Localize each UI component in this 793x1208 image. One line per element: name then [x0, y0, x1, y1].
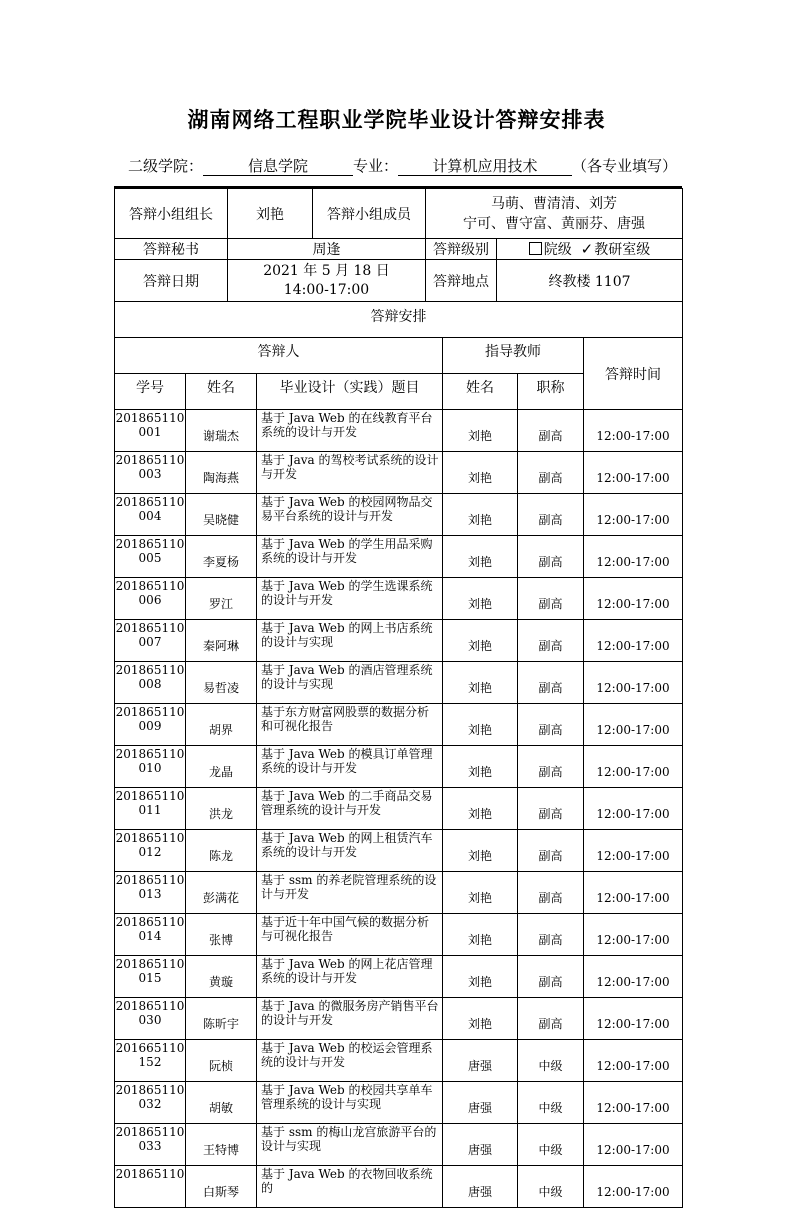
- advisor-name: 刘艳: [443, 998, 518, 1040]
- defense-time: 12:00-17:00: [584, 956, 683, 998]
- student-id-cell: [115, 1124, 186, 1166]
- thesis-topic: 基于 Java Web 的校园网物品交易平台系统的设计与开发: [257, 494, 443, 536]
- place-label: 答辩地点: [426, 260, 497, 302]
- leader-value: 刘艳: [228, 189, 313, 239]
- date-label: 答辩日期: [115, 260, 228, 302]
- advisor-title: 副高: [518, 452, 584, 494]
- thesis-topic: 基于 Java Web 的网上租赁汽车系统的设计与开发: [257, 830, 443, 872]
- student-name: 陶海燕: [186, 452, 257, 494]
- student-name: 吴晓健: [186, 494, 257, 536]
- defense-time: 12:00-17:00: [584, 620, 683, 662]
- student-name: 白斯琴: [186, 1166, 257, 1208]
- advisor-name: 刘艳: [443, 536, 518, 578]
- advisor-title: 副高: [518, 998, 584, 1040]
- advisor-name: 刘艳: [443, 410, 518, 452]
- student-name: 胡敏: [186, 1082, 257, 1124]
- student-id-cell: [115, 1166, 186, 1208]
- defense-time: 12:00-17:00: [584, 494, 683, 536]
- level-label: 答辩级别: [426, 239, 497, 260]
- advisor-name: 刘艳: [443, 578, 518, 620]
- table-row: [115, 914, 683, 956]
- student-name: 龙晶: [186, 746, 257, 788]
- student-id-line-1: 201865110: [115, 579, 185, 593]
- defense-time: 12:00-17:00: [584, 704, 683, 746]
- student-name: 易哲凌: [186, 662, 257, 704]
- secretary-label: 答辩秘书: [115, 239, 228, 260]
- thesis-topic: 基于 ssm 的养老院管理系统的设计与开发: [257, 872, 443, 914]
- page-title: 湖南网络工程职业学院毕业设计答辩安排表: [187, 108, 606, 132]
- student-id-line-1: 201865110: [115, 957, 185, 971]
- student-id-line-1: 201865110: [115, 495, 185, 509]
- student-id-cell: [115, 494, 186, 536]
- thesis-topic: 基于 ssm 的梅山龙宫旅游平台的设计与实现: [257, 1124, 443, 1166]
- defense-time: 12:00-17:00: [584, 872, 683, 914]
- advisor-title: 副高: [518, 578, 584, 620]
- defense-time: 12:00-17:00: [584, 788, 683, 830]
- defense-time: 12:00-17:00: [584, 1040, 683, 1082]
- advisor-name: 刘艳: [443, 872, 518, 914]
- leader-label: 答辩小组组长: [115, 189, 228, 239]
- header-topic: 毕业设计（实践）题目: [257, 374, 443, 410]
- student-id-line-2: 009: [138, 719, 162, 733]
- schedule-table: [114, 301, 683, 1208]
- defense-time: 12:00-17:00: [584, 452, 683, 494]
- student-name: 陈龙: [186, 830, 257, 872]
- subheader-note: （各专业填写）: [572, 157, 678, 175]
- defense-time: 12:00-17:00: [584, 662, 683, 704]
- student-name: 谢瑞杰: [186, 410, 257, 452]
- student-id-line-2: 015: [138, 971, 162, 985]
- student-id-line-2: 014: [138, 929, 162, 943]
- student-id-cell: [115, 956, 186, 998]
- advisor-title: 副高: [518, 704, 584, 746]
- student-name: 张博: [186, 914, 257, 956]
- student-id-line-2: 030: [138, 1013, 162, 1027]
- student-id-line-1: 201865110: [115, 537, 185, 551]
- student-id-line-2: 010: [138, 761, 162, 775]
- date-line-1: 2021 年 5 月 18 日: [263, 262, 390, 279]
- checkbox-unchecked-icon: [529, 242, 542, 255]
- student-id-cell: [115, 914, 186, 956]
- student-id-line-1: 201865110: [115, 663, 185, 677]
- student-id-cell: [115, 1040, 186, 1082]
- student-name: 阮桢: [186, 1040, 257, 1082]
- table-row: [115, 578, 683, 620]
- advisor-name: 唐强: [443, 1040, 518, 1082]
- defense-time: 12:00-17:00: [584, 746, 683, 788]
- table-row: [115, 788, 683, 830]
- student-id-line-1: 201865110: [115, 789, 185, 803]
- student-id-line-2: 006: [138, 593, 162, 607]
- advisor-title: 副高: [518, 746, 584, 788]
- student-id-line-1: 201865110: [115, 1083, 185, 1097]
- student-id-line-2: 003: [138, 467, 162, 481]
- advisor-title: 副高: [518, 620, 584, 662]
- thesis-topic: 基于 Java Web 的校运会管理系统的设计与开发: [257, 1040, 443, 1082]
- table-row: [115, 746, 683, 788]
- advisor-title: 中级: [518, 1124, 584, 1166]
- advisor-name: 刘艳: [443, 914, 518, 956]
- advisor-title: 副高: [518, 956, 584, 998]
- header-respondent: 答辩人: [115, 338, 443, 374]
- thesis-topic: 基于 Java Web 的酒店管理系统的设计与实现: [257, 662, 443, 704]
- student-id-cell: [115, 746, 186, 788]
- student-id-line-2: 007: [138, 635, 162, 649]
- advisor-title: 副高: [518, 410, 584, 452]
- student-id-cell: [115, 620, 186, 662]
- thesis-topic: 基于 Java 的微服务房产销售平台的设计与开发: [257, 998, 443, 1040]
- thesis-topic: 基于 Java Web 的衣物回收系统的: [257, 1166, 443, 1208]
- student-id-line-2: 008: [138, 677, 162, 691]
- table-row: [115, 830, 683, 872]
- table-row: [115, 1124, 683, 1166]
- thesis-topic: 基于 Java Web 的二手商品交易管理系统的设计与开发: [257, 788, 443, 830]
- level-options: [497, 239, 683, 260]
- advisor-name: 刘艳: [443, 956, 518, 998]
- student-id-line-2: 005: [138, 551, 162, 565]
- advisor-title: 副高: [518, 914, 584, 956]
- arrangement-label: 答辩安排: [115, 302, 683, 338]
- arrangement-form: [114, 186, 682, 1208]
- student-id-line-2: 013: [138, 887, 162, 901]
- advisor-title: 副高: [518, 662, 584, 704]
- advisor-name: 刘艳: [443, 788, 518, 830]
- defense-time: 12:00-17:00: [584, 1166, 683, 1208]
- student-id-line-2: 033: [138, 1139, 162, 1153]
- defense-time: 12:00-17:00: [584, 914, 683, 956]
- student-id-line-1: 201865110: [115, 453, 185, 467]
- table-row: [115, 536, 683, 578]
- table-row: [115, 1040, 683, 1082]
- advisor-name: 刘艳: [443, 620, 518, 662]
- defense-time: 12:00-17:00: [584, 578, 683, 620]
- student-id-cell: [115, 704, 186, 746]
- table-row: [115, 452, 683, 494]
- student-name: 胡界: [186, 704, 257, 746]
- subheader: [128, 155, 677, 176]
- advisor-name: 刘艳: [443, 494, 518, 536]
- advisor-title: 副高: [518, 494, 584, 536]
- members-line-2: 宁可、曹守富、黄丽芬、唐强: [463, 215, 645, 232]
- table-row: [115, 1166, 683, 1208]
- advisor-name: 唐强: [443, 1082, 518, 1124]
- student-name: 黄璇: [186, 956, 257, 998]
- thesis-topic: 基于 Java 的驾校考试系统的设计与开发: [257, 452, 443, 494]
- student-id-cell: [115, 536, 186, 578]
- members-label: 答辩小组成员: [313, 189, 426, 239]
- info-table: [114, 188, 683, 302]
- table-row: [115, 1082, 683, 1124]
- advisor-title: 副高: [518, 536, 584, 578]
- student-id-line-2: 152: [138, 1055, 162, 1069]
- members-value: [426, 189, 683, 239]
- header-advisor-name: 姓名: [443, 374, 518, 410]
- advisor-name: 刘艳: [443, 704, 518, 746]
- student-id-line-2: 001: [138, 425, 162, 439]
- student-name: 罗江: [186, 578, 257, 620]
- student-id-cell: [115, 998, 186, 1040]
- header-advisor: 指导教师: [443, 338, 584, 374]
- thesis-topic: 基于近十年中国气候的数据分析与可视化报告: [257, 914, 443, 956]
- student-id-line-1: 201865110: [115, 873, 185, 887]
- defense-time: 12:00-17:00: [584, 1124, 683, 1166]
- student-id-line-1: 201865110: [115, 999, 185, 1013]
- defense-time: 12:00-17:00: [584, 998, 683, 1040]
- date-value: [228, 260, 426, 302]
- table-row: [115, 494, 683, 536]
- thesis-topic: 基于 Java Web 的学生用品采购系统的设计与开发: [257, 536, 443, 578]
- defense-time: 12:00-17:00: [584, 410, 683, 452]
- student-id-line-1: 201865110: [115, 705, 185, 719]
- student-id-line-1: 201865110: [115, 621, 185, 635]
- major-label: 专业：: [353, 157, 399, 175]
- student-id-cell: [115, 662, 186, 704]
- student-id-line-1: 201865110: [115, 1125, 185, 1139]
- table-row: [115, 410, 683, 452]
- student-id-line-1: 201865110: [115, 831, 185, 845]
- defense-time: 12:00-17:00: [584, 1082, 683, 1124]
- thesis-topic: 基于 Java Web 的学生选课系统的设计与开发: [257, 578, 443, 620]
- table-row: [115, 998, 683, 1040]
- student-id-cell: [115, 1082, 186, 1124]
- thesis-topic: 基于 Java Web 的校园共享单车管理系统的设计与实现: [257, 1082, 443, 1124]
- advisor-name: 唐强: [443, 1124, 518, 1166]
- table-row: [115, 662, 683, 704]
- thesis-topic: 基于 Java Web 的网上花店管理系统的设计与开发: [257, 956, 443, 998]
- level-option-college: 院级: [543, 242, 572, 258]
- thesis-topic: 基于 Java Web 的模具订单管理系统的设计与开发: [257, 746, 443, 788]
- student-id-line-2: 011: [138, 803, 162, 817]
- date-line-2: 14:00-17:00: [283, 281, 370, 298]
- header-name: 姓名: [186, 374, 257, 410]
- table-row: [115, 872, 683, 914]
- checkmark-icon: ✓: [580, 240, 594, 258]
- student-name: 秦阿琳: [186, 620, 257, 662]
- advisor-title: 中级: [518, 1082, 584, 1124]
- advisor-title: 中级: [518, 1166, 584, 1208]
- student-id-cell: [115, 452, 186, 494]
- college-label: 二级学院：: [128, 157, 204, 175]
- defense-time: 12:00-17:00: [584, 830, 683, 872]
- student-name: 李夏杨: [186, 536, 257, 578]
- header-student-id: 学号: [115, 374, 186, 410]
- student-id-line-1: 201865110: [115, 915, 185, 929]
- advisor-name: 刘艳: [443, 746, 518, 788]
- place-value: 终教楼 1107: [497, 260, 683, 302]
- thesis-topic: 基于东方财富网股票的数据分析和可视化报告: [257, 704, 443, 746]
- header-time: 答辩时间: [584, 338, 683, 410]
- table-row: [115, 956, 683, 998]
- student-name: 王特博: [186, 1124, 257, 1166]
- advisor-title: 中级: [518, 1040, 584, 1082]
- secretary-value: 周逢: [228, 239, 426, 260]
- student-id-cell: [115, 830, 186, 872]
- header-advisor-title: 职称: [518, 374, 584, 410]
- advisor-name: 刘艳: [443, 662, 518, 704]
- members-line-1: 马萌、曹清清、刘芳: [491, 195, 617, 212]
- student-id-line-1: 201865110: [115, 747, 185, 761]
- level-option-department: 教研室级: [594, 242, 651, 258]
- student-name: 洪龙: [186, 788, 257, 830]
- student-id-cell: [115, 788, 186, 830]
- defense-time: 12:00-17:00: [584, 536, 683, 578]
- student-id-line-2: 004: [138, 509, 162, 523]
- table-row: [115, 704, 683, 746]
- student-id-line-1: 201865110: [115, 1167, 185, 1181]
- student-id-cell: [115, 410, 186, 452]
- college-value: 信息学院: [203, 158, 353, 176]
- student-id-cell: [115, 872, 186, 914]
- student-name: 陈昕宇: [186, 998, 257, 1040]
- major-value: 计算机应用技术: [398, 158, 572, 176]
- advisor-name: 刘艳: [443, 830, 518, 872]
- student-name: 彭满花: [186, 872, 257, 914]
- thesis-topic: 基于 Java Web 的网上书店系统的设计与实现: [257, 620, 443, 662]
- student-id-line-2: 012: [138, 845, 162, 859]
- table-row: [115, 620, 683, 662]
- advisor-title: 副高: [518, 872, 584, 914]
- schedule-rows: [115, 410, 683, 1208]
- student-id-line-2: 032: [138, 1097, 162, 1111]
- advisor-name: 刘艳: [443, 452, 518, 494]
- advisor-title: 副高: [518, 788, 584, 830]
- student-id-cell: [115, 578, 186, 620]
- advisor-title: 副高: [518, 830, 584, 872]
- thesis-topic: 基于 Java Web 的在线教育平台系统的设计与开发: [257, 410, 443, 452]
- advisor-name: 唐强: [443, 1166, 518, 1208]
- student-id-line-1: 201665110: [115, 1041, 185, 1055]
- student-id-line-1: 201865110: [115, 411, 185, 425]
